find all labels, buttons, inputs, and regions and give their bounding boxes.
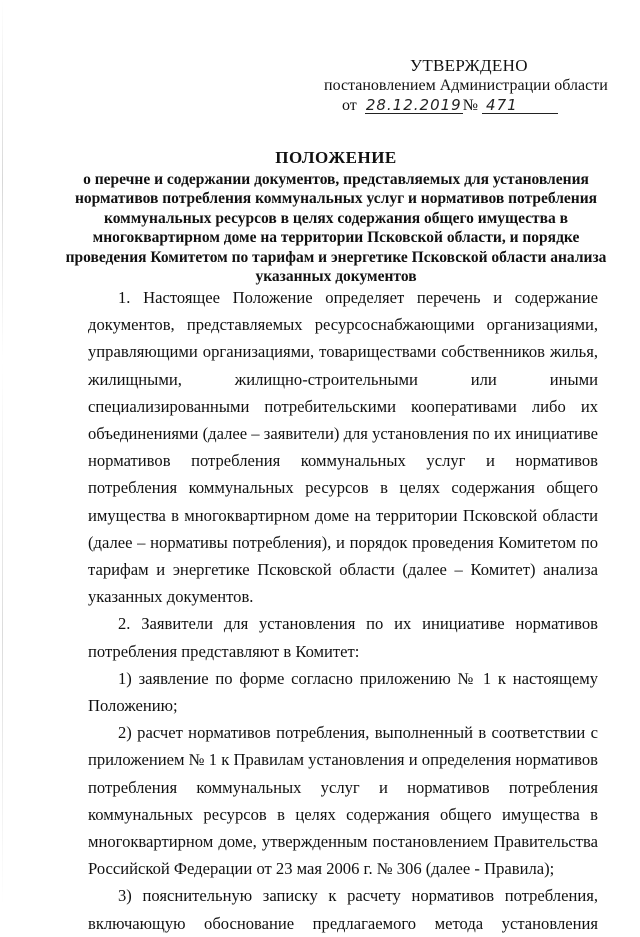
- document-heading: [60, 148, 612, 287]
- approval-date-line: [342, 96, 608, 120]
- scan-edge: [2, 0, 3, 905]
- document-subtitle: о перечне и содержании документов, представляемых для установления нормативов потребления коммунальных услуг и нормативов потребления коммунальных ресурсов в целях содержания общего имущества в многоквартирном доме на территории Псковской области, и порядке проведения Комитетом по тарифам и энергетике Псковской области анализа указанных документов: [65, 170, 607, 285]
- document-title: ПОЛОЖЕНИЕ: [275, 148, 397, 167]
- paragraph-2: 2. Заявители для установления по их инициативе нормативов потребления представляют в Комитет:: [88, 614, 598, 661]
- approval-number: 471: [482, 97, 558, 114]
- paragraph-2-item-1: 1) заявление по форме согласно приложению № 1 к настоящему Положению;: [88, 668, 598, 716]
- approval-date-prefix: от: [342, 97, 357, 114]
- approval-title: УТВЕРЖДЕНО: [410, 56, 528, 75]
- paragraph-2-item-2: 2) расчет нормативов потребления, выполненный в соответствии с приложением № 1 к Правилам установления и определения нормативов потребления коммунальных услуг и нормативов потребления коммунальных ресурсов в целях содержания общего имущества в многоквартирном доме, утвержденным постановлением Правительства Российской Федерации от 23 мая 2006 г. № 306 (далее - Правила);: [88, 723, 598, 879]
- approval-number-label: №: [462, 97, 479, 114]
- approval-date: 28.12.2019: [365, 96, 462, 114]
- document-body: [88, 284, 598, 937]
- paragraph-1: 1. Настоящее Положение определяет перечень и содержание документов, представляемых ресурсоснабжающими организациями, управляющими организациями, товариществами собственников жилья, жилищными, жилищно-строительными или иными специализированными потребительскими кооперативами либо их объединениями (далее – заявители) для установления по их инициативе нормативов потребления коммунальных услуг и нормативов потребления коммунальных ресурсов в целях содержания общего имущества в многоквартирном доме на территории Псковской области (далее – нормативы потребления), и порядок проведения Комитетом по тарифам и энергетике Псковской области (далее – Комитет) анализа указанных документов.: [88, 288, 598, 607]
- approval-authority: постановлением Администрации области: [324, 77, 608, 94]
- approval-stamp: [318, 56, 608, 120]
- paragraph-2-item-3: 3) пояснительную записку к расчету нормативов потребления, включающую обоснование предлагаемого метода установления: [88, 886, 598, 933]
